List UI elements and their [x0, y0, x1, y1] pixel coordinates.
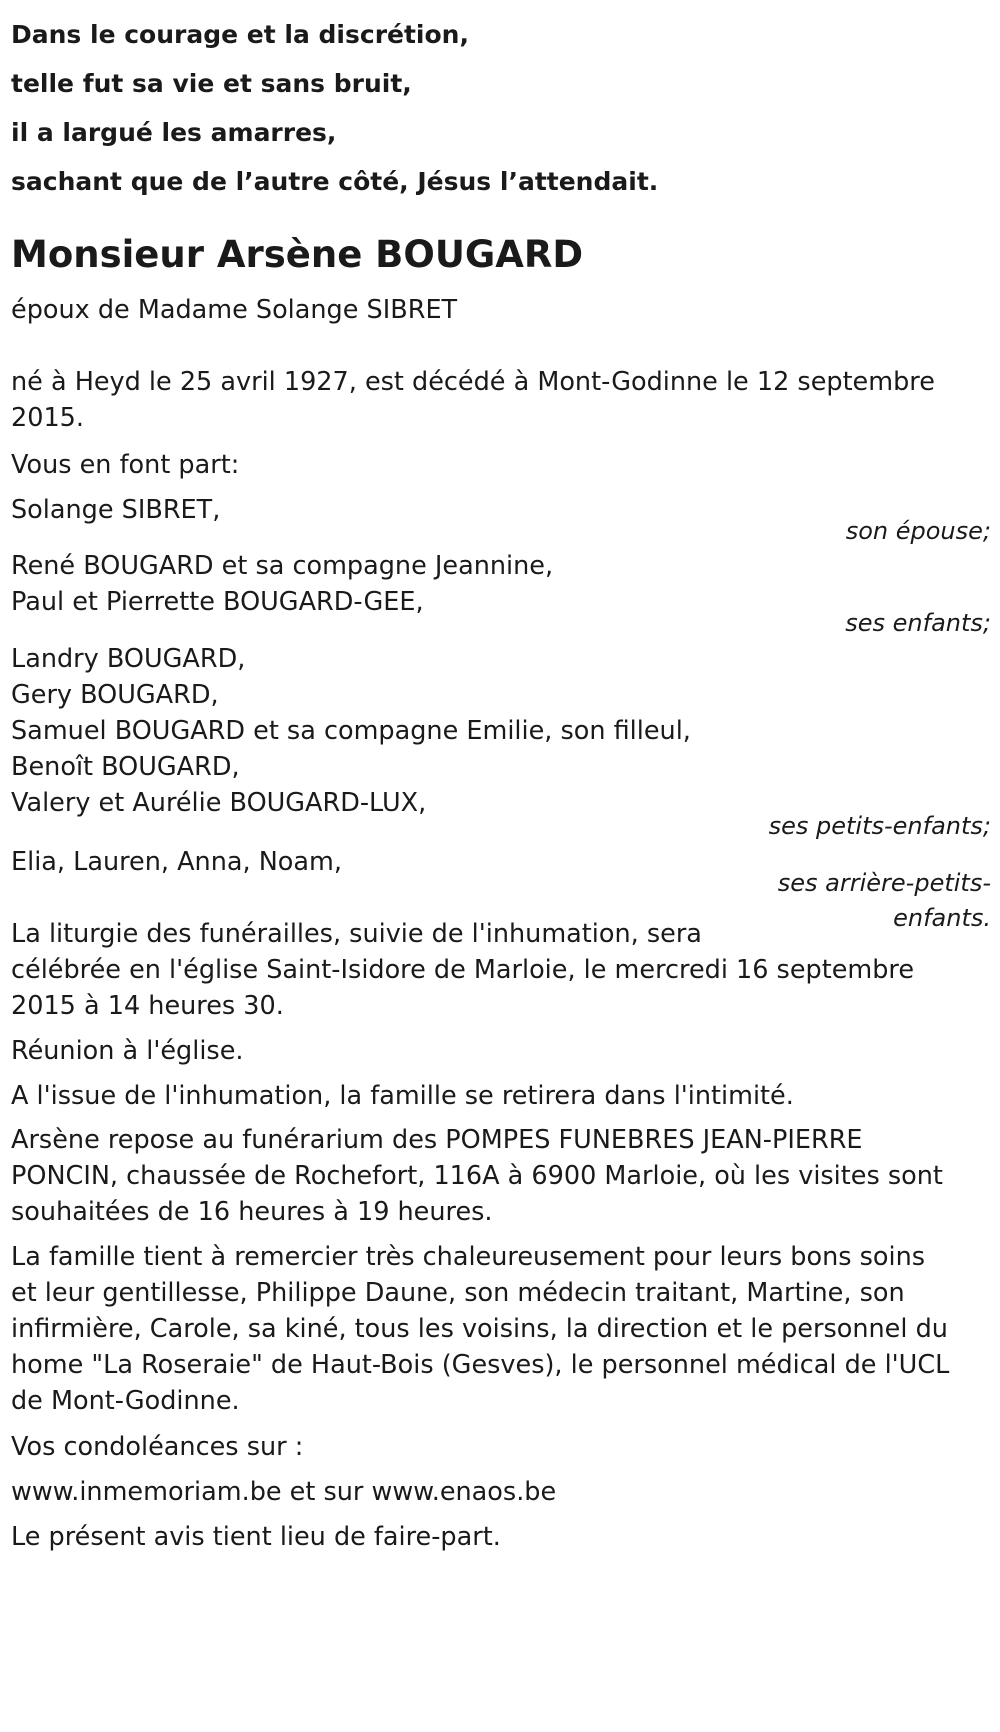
child-entry: Paul et Pierrette BOUGARD-GEE,	[11, 587, 424, 617]
grandchild-entry: Benoît BOUGARD,	[11, 752, 240, 782]
announce-text: Vous en font part:	[11, 450, 240, 480]
grandchildren-role: ses petits-enfants;	[768, 812, 991, 840]
funeral-home-text: souhaitées de 16 heures à 19 heures.	[11, 1197, 493, 1227]
thanks-text: infirmière, Carole, sa kiné, tous les voisins, la direction et le personnel du	[11, 1314, 948, 1344]
birth-death-line: 2015.	[11, 403, 85, 433]
liturgy-text: La liturgie des funérailles, suivie de l'inhumation, sera	[11, 919, 702, 949]
birth-death-line: né à Heyd le 25 avril 1927, est décédé à Mont-Godinne le 12 septembre	[11, 367, 935, 397]
thanks-text: home "La Roseraie" de Haut-Bois (Gesves), le personnel médical de l'UCL	[11, 1350, 950, 1380]
thanks-text: La famille tient à remercier très chaleureusement pour leurs bons soins	[11, 1242, 926, 1272]
thanks-text: de Mont-Godinne.	[11, 1386, 240, 1416]
grandchild-entry: Landry BOUGARD,	[11, 644, 246, 674]
closing-text: Le présent avis tient lieu de faire-part.	[11, 1522, 501, 1552]
poem-line: sachant que de l’autre côté, Jésus l’attendait.	[11, 167, 659, 196]
obituary-notice	[11, 0, 991, 1552]
great-grandchildren: Elia, Lauren, Anna, Noam,	[11, 847, 342, 877]
poem-line: il a largué les amarres,	[11, 118, 337, 147]
funeral-home-text: PONCIN, chaussée de Rochefort, 116A à 6900 Marloie, où les visites sont	[11, 1161, 943, 1191]
meeting-text: Réunion à l'église.	[11, 1036, 244, 1066]
condolences-sites: www.inmemoriam.be et sur www.enaos.be	[11, 1477, 557, 1507]
liturgy-text: célébrée en l'église Saint-Isidore de Marloie, le mercredi 16 septembre	[11, 955, 915, 985]
spouse-line: époux de Madame Solange SIBRET	[11, 295, 458, 325]
liturgy-text: 2015 à 14 heures 30.	[11, 991, 284, 1021]
great-grandchildren-role: ses arrière-petits-	[777, 869, 991, 897]
funeral-home-text: Arsène repose au funérarium des POMPES FUNEBRES JEAN-PIERRE	[11, 1125, 863, 1155]
thanks-text: et leur gentillesse, Philippe Daune, son médecin traitant, Martine, son	[11, 1278, 905, 1308]
condolences-label: Vos condoléances sur :	[11, 1432, 304, 1462]
great-grandchildren-role: enfants.	[893, 904, 991, 932]
family-spouse: Solange SIBRET,	[11, 495, 221, 525]
grandchild-entry: Valery et Aurélie BOUGARD-LUX,	[11, 788, 427, 818]
grandchild-entry: Gery BOUGARD,	[11, 680, 219, 710]
poem	[11, 0, 991, 206]
spouse-role: son épouse;	[845, 517, 991, 545]
poem-line: telle fut sa vie et sans bruit,	[11, 69, 412, 98]
deceased-name: Monsieur Arsène BOUGARD	[11, 233, 584, 276]
child-entry: René BOUGARD et sa compagne Jeannine,	[11, 551, 554, 581]
after-text: A l'issue de l'inhumation, la famille se retirera dans l'intimité.	[11, 1081, 794, 1111]
grandchild-entry: Samuel BOUGARD et sa compagne Emilie, son filleul,	[11, 716, 691, 746]
children-role: ses enfants;	[845, 609, 991, 637]
poem-line: Dans le courage et la discrétion,	[11, 20, 469, 49]
